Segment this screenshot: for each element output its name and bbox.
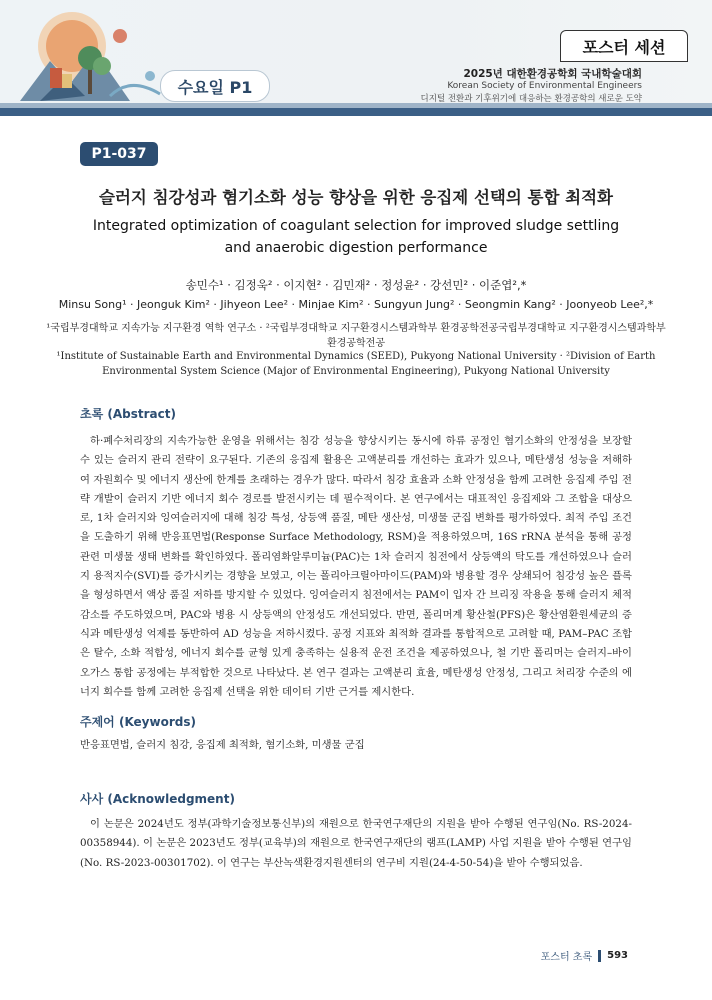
- abstract-heading: 초록 (Abstract): [80, 407, 176, 421]
- authors-ko: 송민수¹ · 김정욱² · 이지현² · 김민재² · 정성윤² · 강선민² · 이준엽²,*: [185, 278, 527, 292]
- footer-label: 포스터 초록: [540, 952, 593, 963]
- poster-session-label: 포스터 세션: [560, 30, 688, 62]
- authors-en: Minsu Song¹ · Jeonguk Kim² · Jihyeon Lee² · Minjae Kim² · Sungyun Jung² · Seongmin Kang² · Joonyeob Lee²,*: [58, 298, 654, 311]
- footer-divider: [598, 950, 601, 962]
- banner-stripe: [0, 108, 712, 116]
- conference-theme: 디지털 전환과 기후위기에 대응하는 환경공학의 새로운 도약: [420, 94, 642, 104]
- banner-illustration: [10, 6, 180, 108]
- society-name-en: Korean Society of Environmental Engineers: [447, 81, 642, 91]
- paper-code-badge: P1-037: [80, 142, 158, 166]
- abstract-text: 하·폐수처리장의 지속가능한 운영을 위해서는 침강 성능을 향상시키는 동시에 하류 공정인 혐기소화의 안정성을 보장할 수 있는 슬러지 관리 전략이 요구된다. 기존의 응집제 활용은 고액분리를 개선하는 효과가 있으나, 메탄생성 성능을 저해하여 자원회수 및 에너지 생산에 한계를 초래하는 경우가 많다. 따라서 침강 효율과 소화 안정성을 함께 고려한 응집제 주입 전략 개발이 슬러지 기반 에너지 회수 경로를 발전시키는 데 필수적이다. 본 연구에서는 대표적인 응집제와 그 조합을 대상으로, 1차 슬러지와 잉여슬러지에 대해 침강 특성, 상등액 품질, 메탄 생산성, 미생물 군집 변화를 평가하였다. 최적 주입 조건을 도출하기 위해 반응표면법(Response Surface Methodology, RSM)을 적용하였으며, 16S rRNA 분석을 통해 공정 관련 미생물 생태 변화를 확인하였다. 폴리염화알루미늄(PAC)는 1차 슬러지 침전에서 상등액의 탁도를 개선하였으나 슬러지 용적지수(SVI)를 증가시키는 경향을 보였고, 이는 폴리아크릴아마이드(PAM)와 병용할 경우 상쇄되어 침강성 높은 플록을 형성하면서 액상 품질 저하를 방지할 수 있었다. 잉여슬러지 침전에서는 PAM이 입자 간 브리징 작용을 통해 슬러지 체적 감소를 주도하였으며, PAC와 병용 시 상등액의 안정성도 개선되었다. 반면, 폴리머계 황산철(PFS)은 황산염환원세균의 증식과 메탄생성 억제를 동반하여 AD 성능을 저하시켰다. 공정 지표와 최적화 결과를 통합적으로 고려할 때, PAM–PAC 조합은 탈수, 소화 적합성, 에너지 회수를 균형 있게 충족하는 실용적 운전 조건을 제공하였으나, 철 기반 폴리머는 슬러지–바이오가스 통합 공정에는 부적합한 것으로 나타났다. 본 연구 결과는 고액분리 효율, 메탄생성 안정성, 그리고 처리장 수준의 에너지 회수를 함께 고려한 응집제 선택을 위한 데이터 기반 근거를 제시한다.: [80, 435, 632, 698]
- header-banner: [0, 0, 712, 118]
- keywords-text: 반응표면법, 슬러지 침강, 응집제 최적화, 혐기소화, 미생물 군집: [80, 739, 365, 751]
- page-number: 593: [607, 950, 628, 961]
- page-footer: [541, 948, 628, 963]
- affiliation-en: ¹Institute of Sustainable Earth and Environmental Dynamics (SEED), Pukyong National University · ²Division of Earth Environmental System Science (Major of Environmental Engineering), Pukyong National University: [56, 351, 656, 377]
- acknowledgment-text: 이 논문은 2024년도 정부(과학기술정보통신부)의 재원으로 한국연구재단의 지원을 받아 수행된 연구임(No. RS-2024-00358944). 이 논문은 2023년도 정부(교육부)의 재원으로 한국연구재단의 램프(LAMP) 사업 지원을 받아 수행된 연구임(No. RS-2023-00301702). 이 연구는 부산녹색환경지원센터의 연구비 지원(24-4-50-54)을 받아 수행되었음.: [80, 818, 632, 869]
- paper-title-en: Integrated optimization of coagulant selection for improved sludge settling and anaerobic digestion performance: [92, 218, 620, 256]
- session-label: 수요일 P1: [160, 70, 270, 102]
- conference-name: 2025년 대한환경공학회 국내학술대회: [463, 68, 642, 80]
- paper-title-ko: 슬러지 침강성과 혐기소화 성능 향상을 위한 응집제 선택의 통합 최적화: [99, 188, 613, 207]
- keywords-heading: 주제어 (Keywords): [80, 715, 196, 729]
- acknowledgment-heading: 사사 (Acknowledgment): [80, 792, 235, 806]
- affiliation-ko: ¹국립부경대학교 지속가능 지구환경 역학 연구소 · ²국립부경대학교 지구환경시스템과학부 환경공학전공국립부경대학교 지구환경시스템과학부 환경공학전공: [46, 323, 666, 349]
